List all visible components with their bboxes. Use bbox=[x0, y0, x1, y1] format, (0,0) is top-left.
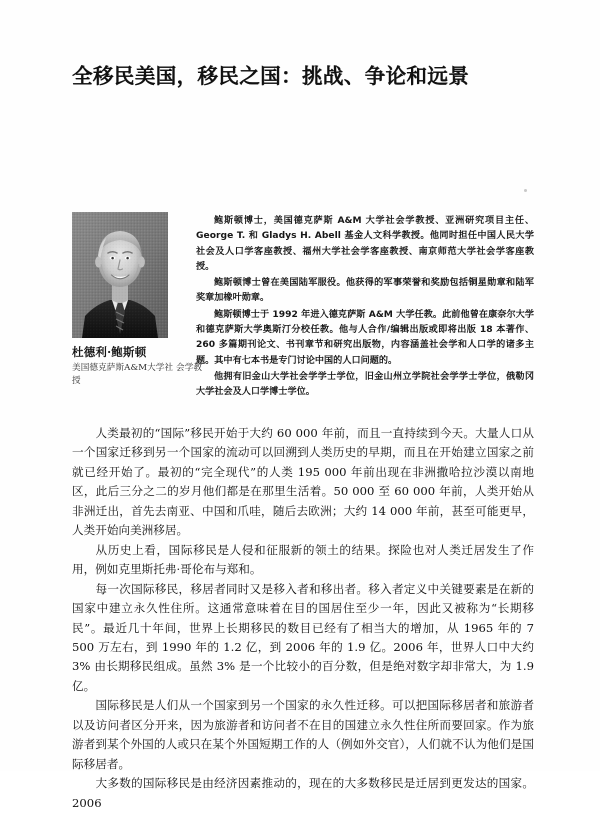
body-paragraph: 人类最初的“国际”移民开始于大约 60 000 年前，而且一直持续到今天。大量人口从一个国家迁移到另一个国家的流动可以回溯到人类历史的早期，而且在开始建立国家之前就已经开始了。最初的“完全现代”的人类 195 000 年前出现在非洲撒哈拉沙漠以南地区，此后三分之二的岁月他们都是在那里生活着。50 000 至 60 000 年前，人类开始从非洲迁出，首先去南亚、中国和爪哇，随后去欧洲；大约 14 000 年前，甚至可能更早，人类开始向美洲移居。 bbox=[72, 426, 534, 538]
body-paragraph: 从历史上看，国际移民是人侵和征服新的领土的结果。探险也对人类迁居发生了作用，例如克里斯托弗·哥伦布与郑和。 bbox=[72, 542, 534, 577]
bio-paragraph: 鲍斯顿博士，美国德克萨斯 A&M 大学社会学教授、亚洲研究项目主任、George T. 和 Gladys H. Abell 基金人文科学教授。他同时担任中国人民大学社会及人口学客座教授、福州大学社会学客座教授、南京师范大学社会学客座教授。 bbox=[196, 216, 534, 272]
body-paragraph: 国际移民是人们从一个国家到另一个国家的永久性迁移。可以把国际移居者和旅游者以及访问者区分开来，因为旅游者和访问者不在目的国建立永久性住所而要回家。作为旅游者到某个外国的人或只在某个外国短期工作的人（例如外交官），人们就不认为他们是国际移居者。 bbox=[72, 698, 534, 771]
author-caption bbox=[72, 345, 204, 387]
author-portrait-image bbox=[72, 212, 168, 338]
bio-paragraph: 他拥有旧金山大学社会学学士学位，旧金山州立学院社会学学士学位，俄勒冈大学社会及人口学博士学位。 bbox=[196, 371, 534, 398]
bio-paragraph: 鲍斯顿博士于 1992 年进入德克萨斯 A&M 大学任教。此前他曾在康奈尔大学和德克萨斯大学奥斯汀分校任教。他与人合作/编辑出版或即将出版 18 本著作、260 多篇期刊论文、书刊章节和研究出版物，内容涵盖社会学和人口学的诸多主题。其中有七本书是专门讨论中国的人口问题的。 bbox=[196, 309, 534, 366]
bio-paragraph: 鲍斯顿博士曾在美国陆军服役。他获得的军事荣誉和奖励包括铜星勋章和陆军奖章加橡叶勋章。 bbox=[196, 278, 534, 304]
body-paragraph: 大多数的国际移民是由经济因素推动的，现在的大多数移民是迁居到更发达的国家。2006 bbox=[72, 776, 534, 810]
author-photo-wrap bbox=[72, 212, 203, 387]
title-block bbox=[72, 64, 542, 90]
author-bio bbox=[196, 214, 534, 402]
author-name: 杜德利·鲍斯顿 bbox=[72, 345, 147, 359]
scan-speck bbox=[524, 189, 527, 192]
author-affiliation: 美国德克萨斯A&M大学社 会学教授 bbox=[72, 363, 203, 386]
body-text bbox=[72, 424, 534, 813]
page-title: 全移民美国，移民之国：挑战、争论和远景 bbox=[72, 64, 470, 88]
body-paragraph: 每一次国际移民，移居者同时又是移入者和移出者。移入者定义中关键要素是在新的国家中建立永久性住所。这通常意味着在目的国居住至少一年，因此又被称为“长期移民”。最近几十年间，世界上长期移民的数目已经有了相当大的增加，从 1965 年的 7 500 万左右，到 1990 年的 1.2 亿，到 2006 年的 1.9 亿。2006 年，世界人口中大约 3% 由长期移民组成。虽然 3% 是一个比较小的百分数，但是绝对数字却非常大，为 1.9 亿。 bbox=[72, 581, 534, 693]
